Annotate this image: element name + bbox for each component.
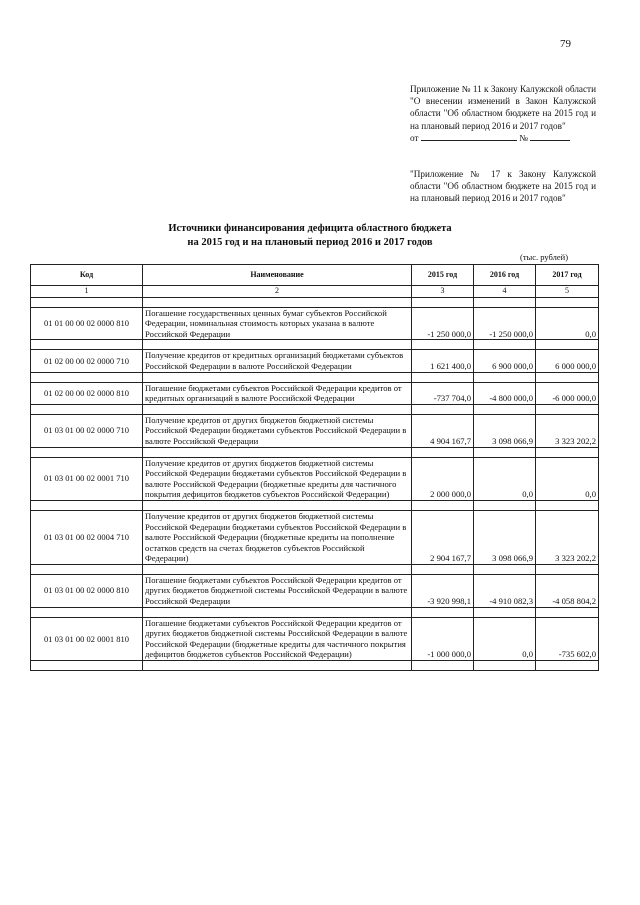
- header-2016: 2016 год: [474, 265, 536, 286]
- column-number: 5: [536, 286, 599, 298]
- header-2015: 2015 год: [412, 265, 474, 286]
- title-line-1: Источники финансирования дефицита областного бюджета: [168, 223, 452, 234]
- column-number-row: [31, 286, 599, 298]
- table-row: [31, 414, 599, 447]
- appendix-current-note: [410, 83, 596, 144]
- table-row: [31, 457, 599, 500]
- spacer-row: [31, 447, 599, 457]
- table-row: [31, 307, 599, 340]
- appendix-original-note: "Приложение № 17 к Закону Калужской области "Об областном бюджете на 2015 год и на плановый период 2016 и 2017 годов": [410, 169, 596, 204]
- row-name: Получение кредитов от других бюджетов бюджетной системы Российской Федерации бюджетами субъектов Российской Федерации в валюте Российской Федерации (бюджетные кредиты на пополнение остатков средств на счетах бюджетов субъектов Российской Федерации): [143, 510, 412, 564]
- row-2017-value: 0,0: [536, 307, 599, 340]
- column-number: 2: [143, 286, 412, 298]
- table-row: [31, 574, 599, 607]
- number-sign: №: [519, 132, 528, 143]
- row-code: 01 02 00 00 02 0000 710: [31, 350, 143, 372]
- page-number: 79: [560, 38, 571, 50]
- table-row: [31, 510, 599, 564]
- from-prefix: от: [410, 132, 419, 143]
- row-2017-value: -735 602,0: [536, 617, 599, 660]
- table-row: [31, 382, 599, 404]
- column-number: 4: [474, 286, 536, 298]
- spacer-row: [31, 372, 599, 382]
- row-code: 01 03 01 00 02 0001 810: [31, 617, 143, 660]
- row-code: 01 03 01 00 02 0001 710: [31, 457, 143, 500]
- row-name: Погашение бюджетами субъектов Российской Федерации кредитов от других бюджетов бюджетной системы Российской Федерации в валюте Российской Федерации (бюджетные кредиты для частичного покрытия дефицитов бюджетов субъектов Российской Федерации): [143, 617, 412, 660]
- column-number: 1: [31, 286, 143, 298]
- financing-sources-table: [30, 264, 599, 671]
- row-name: Получение кредитов от других бюджетов бюджетной системы Российской Федерации бюджетами субъектов Российской Федерации в валюте Российской Федерации: [143, 414, 412, 447]
- row-name: Получение кредитов от кредитных организаций бюджетами субъектов Российской Федерации в валюте Российской Федерации: [143, 350, 412, 372]
- spacer-row: [31, 404, 599, 414]
- row-2017-value: -6 000 000,0: [536, 382, 599, 404]
- row-code: 01 03 01 00 02 0000 810: [31, 574, 143, 607]
- date-blank: [421, 132, 517, 141]
- number-blank: [530, 132, 570, 141]
- appendix-from-line: [410, 132, 596, 144]
- header-name: Наименование: [143, 265, 412, 286]
- row-2015-value: -737 704,0: [412, 382, 474, 404]
- row-2016-value: 0,0: [474, 457, 536, 500]
- spacer-row: [31, 500, 599, 510]
- header-2017: 2017 год: [536, 265, 599, 286]
- row-code: 01 03 01 00 02 0004 710: [31, 510, 143, 564]
- spacer-row: [31, 297, 599, 307]
- row-2015-value: 4 904 167,7: [412, 414, 474, 447]
- row-code: 01 01 00 00 02 0000 810: [31, 307, 143, 340]
- row-name: Получение кредитов от других бюджетов бюджетной системы Российской Федерации бюджетами субъектов Российской Федерации в валюте Российской Федерации (бюджетные кредиты для частичного покрытия дефицитов бюджетов субъектов Российской Федерации): [143, 457, 412, 500]
- table-header-row: [31, 265, 599, 286]
- row-2017-value: -4 058 804,2: [536, 574, 599, 607]
- row-2017-value: 0,0: [536, 457, 599, 500]
- row-2015-value: 2 000 000,0: [412, 457, 474, 500]
- row-2015-value: -1 250 000,0: [412, 307, 474, 340]
- row-2016-value: 6 900 000,0: [474, 350, 536, 372]
- row-2016-value: 0,0: [474, 617, 536, 660]
- row-2017-value: 6 000 000,0: [536, 350, 599, 372]
- row-2016-value: -4 800 000,0: [474, 382, 536, 404]
- row-code: 01 03 01 00 02 0000 710: [31, 414, 143, 447]
- row-2015-value: 1 621 400,0: [412, 350, 474, 372]
- row-2015-value: -1 000 000,0: [412, 617, 474, 660]
- title-line-2: на 2015 год и на плановый период 2016 и 2017 годов: [187, 237, 433, 248]
- appendix-current-text: Приложение № 11 к Закону Калужской области "О внесении изменений в Закон Калужской области "Об областном бюджете на 2015 год и на плановый период 2016 и 2017 годов": [410, 84, 596, 131]
- row-2016-value: -4 910 082,3: [474, 574, 536, 607]
- table-row: [31, 350, 599, 372]
- row-2016-value: -1 250 000,0: [474, 307, 536, 340]
- row-2015-value: 2 904 167,7: [412, 510, 474, 564]
- units-label: (тыс. рублей): [520, 252, 569, 262]
- row-name: Погашение государственных ценных бумаг субъектов Российской Федерации, номинальная стоимость которых указана в валюте Российской Федерации: [143, 307, 412, 340]
- spacer-row: [31, 607, 599, 617]
- spacer-row: [31, 564, 599, 574]
- row-2015-value: -3 920 998,1: [412, 574, 474, 607]
- row-2017-value: 3 323 202,2: [536, 510, 599, 564]
- spacer-row: [31, 340, 599, 350]
- row-code: 01 02 00 00 02 0000 810: [31, 382, 143, 404]
- spacer-row: [31, 661, 599, 671]
- document-title: [140, 222, 480, 250]
- row-name: Погашение бюджетами субъектов Российской Федерации кредитов от других бюджетов бюджетной системы Российской Федерации в валюте Российской Федерации: [143, 574, 412, 607]
- row-2016-value: 3 098 066,9: [474, 510, 536, 564]
- row-2017-value: 3 323 202,2: [536, 414, 599, 447]
- column-number: 3: [412, 286, 474, 298]
- header-code: Код: [31, 265, 143, 286]
- row-name: Погашение бюджетами субъектов Российской Федерации кредитов от кредитных организаций в валюте Российской Федерации: [143, 382, 412, 404]
- row-2016-value: 3 098 066,9: [474, 414, 536, 447]
- table-row: [31, 617, 599, 660]
